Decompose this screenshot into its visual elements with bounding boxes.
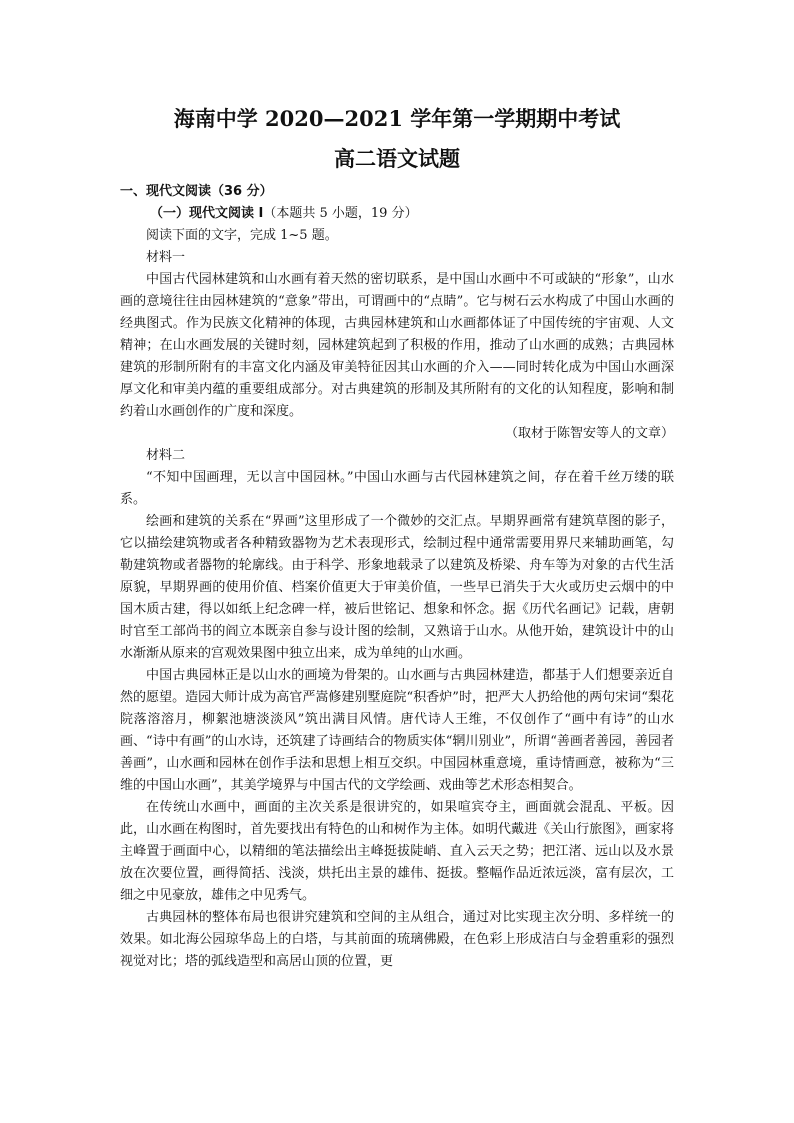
material-two-label: 材料二 [146,448,186,463]
material-one-paragraph: 中国古代园林建筑和山水画有着天然的密切联系，是中国山水画中不可或缺的“形象”，山水画的意境往往由园林建筑的“意象”带出，可谓画中的“点睛”。它与树石云水构成了中国山水画的经典图式。作为民族文化精神的体现，古典园林建筑和山水画都体证了中国传统的宇宙观、人文精神；在山水画发展的关键时刻，园林建筑起到了积极的作用，推动了山水画的成熟；古典园林建筑的形制所附有的丰富文化内涵及审美特征因其山水画的介入——同时转化成为中国山水画深厚文化和审美内蕴的重要组成部分。对古典建筑的形制及其所附有的文化的认知程度，影响和制约着山水画创作的广度和深度。 [120,272,674,419]
material-two-paragraph: 中国古典园林正是以山水的画境为骨架的。山水画与古典园林建造，都基于人们想要亲近自然的愿望。造园大师计成为高官严嵩修建别墅庭院“积香炉”时，把严大人扔给他的两句宋词“梨花院落溶溶月，柳絮池塘淡淡风”筑出满目风情。唐代诗人王维，不仅创作了“画中有诗”的山水画、“诗中有画”的山水诗，还筑建了诗画结合的物质实体“辋川别业”，所谓“善画者善园，善园者善画”，山水画和园林在创作手法和思想上相互交织。中国园林重意境，重诗情画意，被称为“三维的中国山水画”，其美学境界与中国古代的文学绘画、戏曲等艺术形态相契合。 [120,668,674,793]
material-two-paragraph: 绘画和建筑的关系在“界画”这里形成了一个微妙的交汇点。早期界画常有建筑草图的影子，它以描绘建筑物或者各种精致器物为艺术表现形式，绘制过程中通常需要用界尺来辅助画笔，勾勒建筑物或者器物的轮廓线。由于科学、形象地载录了以建筑及桥梁、舟车等为对象的古代生活原貌，早期界画的使用价值、档案价值更大于审美价值，一些早已消失于大火或历史云烟中的中国木质古建，得以如纸上纪念碑一样，被后世铭记、想象和怀念。据《历代名画记》记载，唐朝时官至工部尚书的阎立本既亲自参与设计图的绘制，又熟谙于山水。从他开始，建筑设计中的山水渐渐从原来的宫观效果图中独立出来，成为单纯的山水画。 [120,514,674,661]
sub-section-heading-bold: （一）现代文阅读 I [150,206,264,221]
sub-section-heading-rest: （本题共 5 小题，19 分） [263,206,418,221]
material-one-source: （取材于陈智安等人的文章） [504,426,674,441]
material-two-paragraph: 古典园林的整体布局也很讲究建筑和空间的主从组合，通过对比实现主次分明、多样统一的效果。如北海公园琼华岛上的白塔，与其前面的琉璃佛殿，在色彩上形成洁白与金碧重彩的强烈视觉对比；塔的弧线造型和高居山顶的位置，更 [120,910,674,969]
section-heading: 一、现代文阅读（36 分） [120,184,273,199]
reading-instruction: 阅读下面的文字，完成 1~5 题。 [146,228,338,243]
exam-subtitle: 高二语文试题 [334,146,460,171]
sub-section-heading [120,203,674,225]
exam-body [120,181,674,973]
exam-title: 海南中学 2020—2021 学年第一学期期中考试 [173,106,621,131]
material-two-paragraph: “不知中国画理，无以言中国园林。”中国山水画与古代园林建筑之间，存在着千丝万缕的联系。 [120,470,674,507]
material-two-paragraph: 在传统山水画中，画面的主次关系是很讲究的，如果喧宾夺主，画面就会混乱、平板。因此，山水画在构图时，首先要找出有特色的山和树作为主体。如明代戴进《关山行旅图》，画家将主峰置于画面中心，以精细的笔法描绘出主峰挺拔陡峭、直入云天之势；把江渚、远山以及水景放在次要位置，画得简括、浅淡，烘托出主景的雄伟、挺拔。整幅作品近浓远淡，富有层次，工细之中见豪放，雄伟之中见秀气。 [120,800,674,903]
material-one-label: 材料一 [146,250,186,265]
